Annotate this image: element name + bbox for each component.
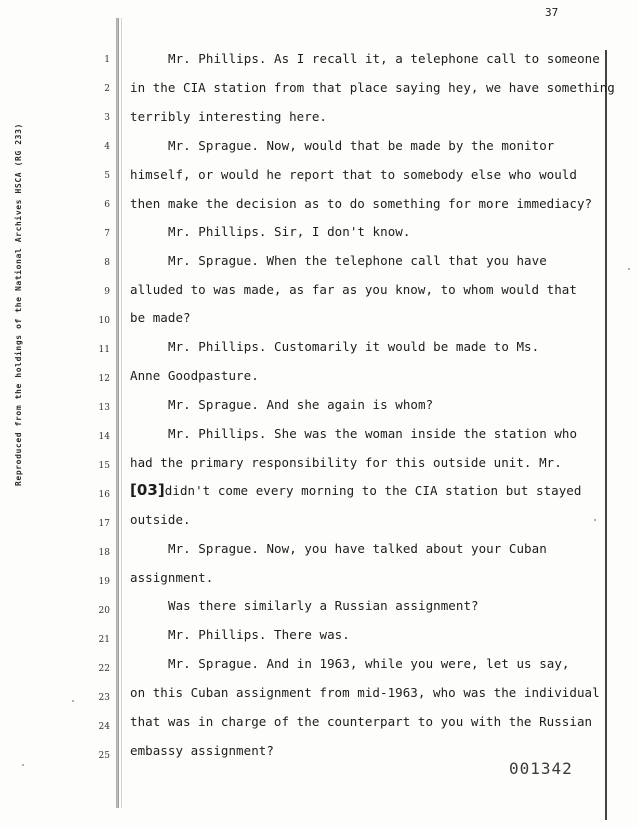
line-number: 6	[104, 200, 110, 210]
transcript-line: Mr. Phillips. Sir, I don't know.	[168, 224, 411, 239]
transcript-line: Mr. Sprague. Now, you have talked about your Cuban	[168, 541, 547, 556]
line-number: 14	[98, 432, 110, 442]
line-number: 16	[98, 490, 110, 500]
scan-speck	[22, 764, 24, 766]
transcript-line: Mr. Sprague. When the telephone call that you have	[168, 253, 547, 268]
transcript-line: Mr. Phillips. She was the woman inside the station who	[168, 426, 578, 441]
redaction-code: [03]	[130, 481, 165, 499]
line-number: 13	[98, 403, 110, 413]
line-number: 18	[98, 548, 110, 558]
line-number: 20	[98, 606, 110, 616]
transcript-line-text: didn't come every morning to the CIA station but stayed	[164, 483, 582, 498]
line-number: 21	[98, 635, 110, 645]
transcript-line: Mr. Phillips. As I recall it, a telephone call to someone	[168, 51, 600, 66]
line-number: 15	[98, 461, 110, 471]
transcript-line: Mr. Phillips. There was.	[168, 627, 350, 642]
transcript-line: then make the decision as to do something for more immediacy?	[130, 196, 593, 211]
transcript-line: Was there similarly a Russian assignment?	[168, 598, 479, 613]
transcript-line: Mr. Sprague. Now, would that be made by the monitor	[168, 138, 555, 153]
transcript-line: alluded to was made, as far as you know, to whom would that	[130, 282, 577, 297]
transcript-line: terribly interesting here.	[130, 109, 327, 124]
line-number: 2	[104, 84, 110, 94]
scan-speck	[628, 268, 630, 270]
archive-source-note: Reproduced from the holdings of the National Archives HSCA (RG 233)	[14, 123, 23, 486]
line-number: 19	[98, 577, 110, 587]
transcript-line: Mr. Sprague. And in 1963, while you were, let us say,	[168, 656, 570, 671]
line-number: 8	[104, 258, 110, 268]
transcript-line: Mr. Phillips. Customarily it would be made to Ms.	[168, 339, 540, 354]
right-margin-rule	[605, 50, 607, 820]
scan-speck	[594, 519, 596, 521]
line-number: 24	[98, 722, 110, 732]
line-number: 22	[98, 664, 110, 674]
line-number: 7	[104, 229, 110, 239]
line-number: 4	[104, 142, 110, 152]
line-number: 10	[98, 316, 110, 326]
document-number: 001342	[509, 759, 573, 778]
transcript-line	[130, 481, 581, 499]
left-margin-rule-inner	[121, 18, 122, 808]
transcript-line: assignment.	[130, 570, 214, 585]
transcript-line: Mr. Sprague. And she again is whom?	[168, 397, 434, 412]
line-number: 5	[104, 171, 110, 181]
page-number: 37	[545, 6, 559, 19]
transcript-line: had the primary responsibility for this outside unit. Mr.	[130, 455, 562, 470]
line-number: 12	[98, 374, 110, 384]
transcript-line: Anne Goodpasture.	[130, 368, 259, 383]
transcript-line: on this Cuban assignment from mid-1963, who was the individual	[130, 685, 600, 700]
transcript-line: embassy assignment?	[130, 743, 274, 758]
line-number: 1	[104, 55, 110, 65]
line-number: 17	[98, 519, 110, 529]
line-number: 3	[104, 113, 110, 123]
line-number: 23	[98, 693, 110, 703]
transcript-line: outside.	[130, 512, 191, 527]
line-number: 25	[98, 751, 110, 761]
transcript-line: that was in charge of the counterpart to you with the Russian	[130, 714, 593, 729]
line-number: 11	[98, 345, 110, 355]
transcript-line: in the CIA station from that place saying hey, we have something	[130, 80, 615, 95]
transcript-line: be made?	[130, 310, 191, 325]
transcript-line: himself, or would he report that to somebody else who would	[130, 167, 577, 182]
line-number: 9	[104, 287, 110, 297]
left-margin-rule	[116, 18, 119, 808]
scan-speck	[72, 700, 74, 702]
